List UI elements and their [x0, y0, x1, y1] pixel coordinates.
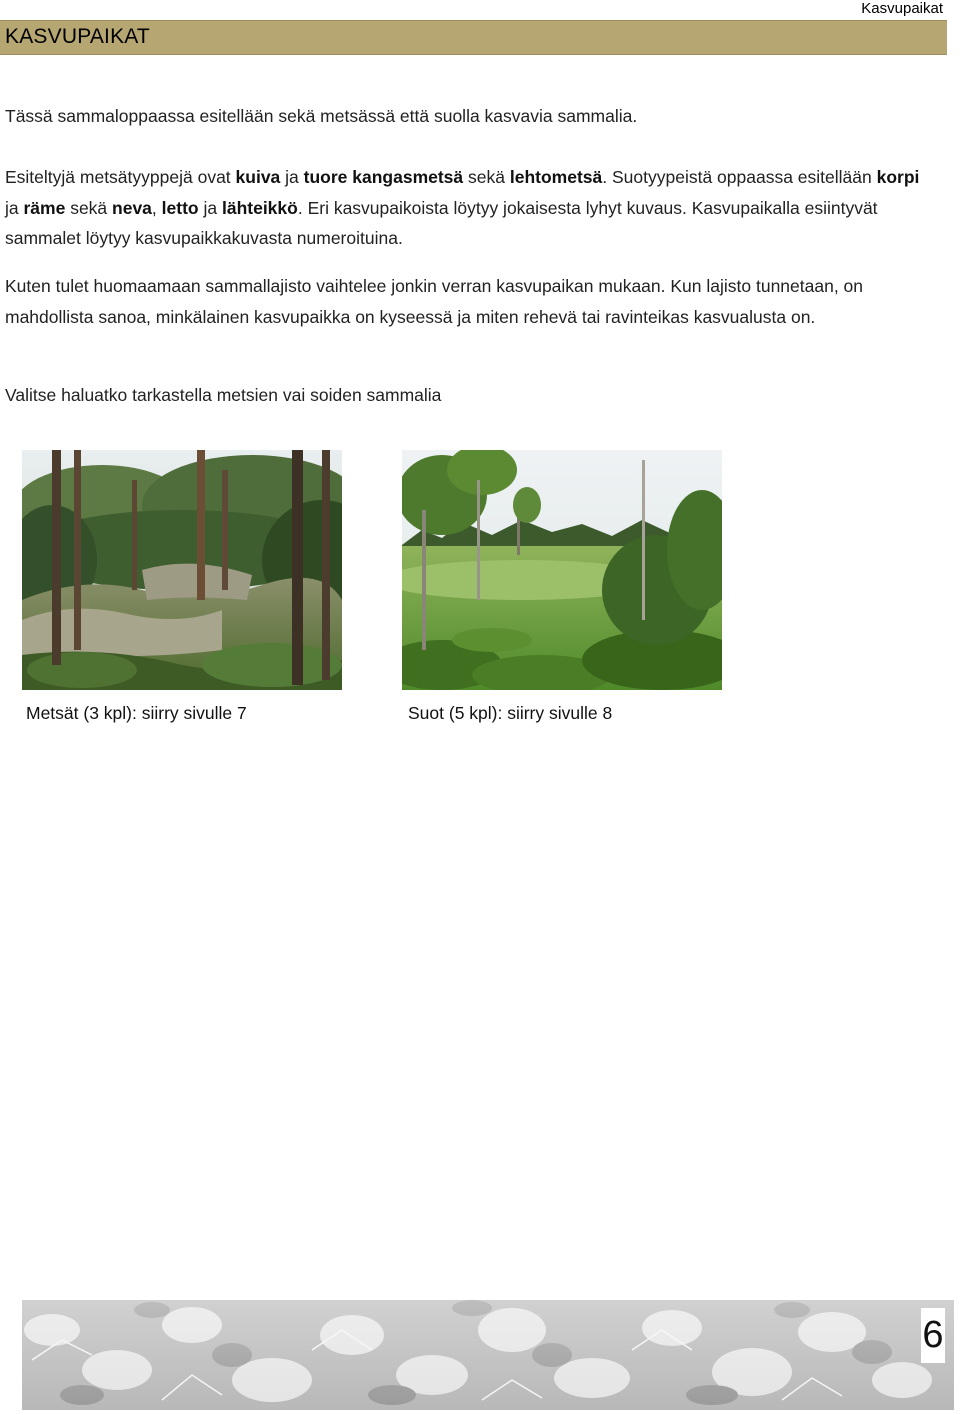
term-lahteikko: lähteikkö: [221, 197, 298, 218]
choose-prompt: Valitse haluatko tarkastella metsien vai soiden sammalia: [5, 385, 442, 405]
term-korpi: korpi: [876, 167, 920, 187]
text-segment: . Eri kasvupaikoista löytyy jokaisesta lyhyt kuvaus. Kasvupaikalla esiintyvät sammalet löytyy kasvupaikkakuvasta numeroituina.: [5, 197, 878, 248]
intro-paragraph: Tässä sammaloppaassa esitellään sekä metsässä että suolla kasvavia sammalia.: [5, 106, 638, 126]
text-segment: ja: [280, 167, 304, 187]
text-segment: sekä: [463, 167, 510, 187]
page-number: 6: [921, 1308, 945, 1363]
leaf-footer-decoration: [22, 1300, 954, 1410]
term-tuore-kangasmetsa: tuore kangasmetsä: [303, 167, 464, 187]
forest-caption[interactable]: Metsät (3 kpl): siirry sivulle 7: [26, 703, 247, 723]
text-segment: Esiteltyjä metsätyyppejä ovat: [5, 167, 236, 187]
term-kuiva: kuiva: [235, 167, 281, 187]
running-header: Kasvupaikat: [861, 0, 943, 17]
term-neva: neva: [112, 197, 152, 218]
variation-paragraph: Kuten tulet huomaamaan sammallajisto vaihtelee jonkin verran kasvupaikan mukaan. Kun lajisto tunnetaan, on mahdollista sanoa, minkälainen kasvupaikka on kyseessä ja miten rehevä tai ravinteikas kasvualusta on.: [5, 276, 864, 327]
text-segment: ja: [5, 197, 24, 218]
term-letto: letto: [161, 197, 199, 218]
text-segment: sekä: [65, 197, 113, 218]
forest-photo[interactable]: [22, 450, 342, 690]
section-title-bar: [0, 20, 947, 55]
term-lehtometsa: lehtometsä: [509, 167, 603, 187]
term-rame: räme: [23, 197, 66, 218]
text-segment: ja: [198, 197, 222, 218]
page-title: KASVUPAIKAT: [5, 25, 150, 48]
bog-caption[interactable]: Suot (5 kpl): siirry sivulle 8: [408, 703, 613, 723]
text-segment: . Suotyypeistä oppaassa esitellään: [602, 167, 877, 187]
site-types-paragraph: [5, 162, 935, 254]
text-segment: ,: [151, 197, 162, 218]
bog-photo[interactable]: [402, 450, 722, 690]
